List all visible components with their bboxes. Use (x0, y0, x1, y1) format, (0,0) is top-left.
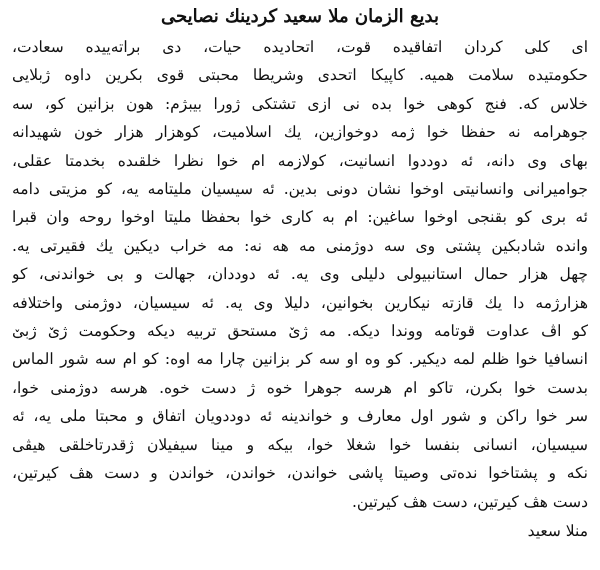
text-line: اى كلى كردان اتفاقيده قوت، اتحاديده حيات، دى براتەييده سعادت، (12, 38, 588, 56)
text-line: جوهرامه نه حفظا خوا ژمه دوخوازين، يك اسلاميت، كوهزار هزار خون شهيدانه (12, 123, 588, 142)
text-line: ئه برى كو بقنجى اوخوا ساغين: ام به كارى خوا بحفظا مليتا اوخوا روحه وان قبرا (12, 208, 588, 227)
text-line: بهاى وى دانه، ئه دوددوا انسانيت، كولازمه ام خوا نظرا خلقىده بخدمتا عقلى، (12, 151, 588, 170)
text-line: سر خوا راكن و شور اول معارف و خواندينه ئه دوددويان اتفاق و محبتا ملى يه، ئه (12, 407, 588, 426)
text-line: هزارژمه دا يك قازته نيكارين بخوانين، دليلا وى يه. ئه سيسيان، دوژمنى واختلافه (12, 293, 588, 312)
text-line: انسافيا خوا ظلم لمه ديكير. كو وه او سه كر بزانين چارا مه اوه: كو ام سه شور الماس (12, 350, 588, 369)
signature: منلا سعيد (527, 521, 588, 540)
text-line: چهل هزار حمال استانبيولى دليلى وى يه. ئه دوددان، جهالت و بى خواندنى، كو (12, 265, 588, 284)
document-title: بديع الزمان ملا سعيد كردينك نصايحى (160, 6, 440, 27)
text-line: دست هڤ كيرتين، دست هڤ كيرتين. (351, 492, 588, 511)
text-line: خلاس كه. فنج كوهى خوا بده نى ازى تشتكى ژورا بيبژم: هون بزانين كو، سه (12, 94, 588, 113)
text-line: جواميرانى وانسانيتى اوخوا نشان دونى بدين. ئه سيسيان مليتامه يه، كو مزيتى دامه (12, 180, 588, 199)
text-line: كو اڤ عداوت قوتامه ووندا ديكه. مه ژێ مستحق تربيه ديكه وحكومت ژێ ژبێ (12, 322, 588, 341)
text-line: وانده شادبكين پشتى وى سه دوژمنى مه هه نه: مه خراب ديكين يك فقيرتى يه. (12, 236, 588, 255)
document-body (12, 33, 588, 516)
text-line: حكومتيده سلامت هميه. كاپيكا اتحدى وشريطا محبتى قوى بكرين داوه ژبلايى (12, 66, 588, 85)
text-line: بدست خوا بكرن، تاكو ام هرسه جوهرا خوه ژ دست خوه. هرسه دوژمنى خوا، (12, 378, 588, 397)
text-line: سيسيان، انسانى بنفسا خوا شغلا خوا، بيكه و مينا سيفيلان ژقدرتاخلقى هيڤى (12, 435, 588, 454)
text-line: نكه و پشتاخوا ندەتى وصيتا پاشى خواندن، خواندن، خواندن و دست هڤ كيرتين، (12, 464, 588, 483)
